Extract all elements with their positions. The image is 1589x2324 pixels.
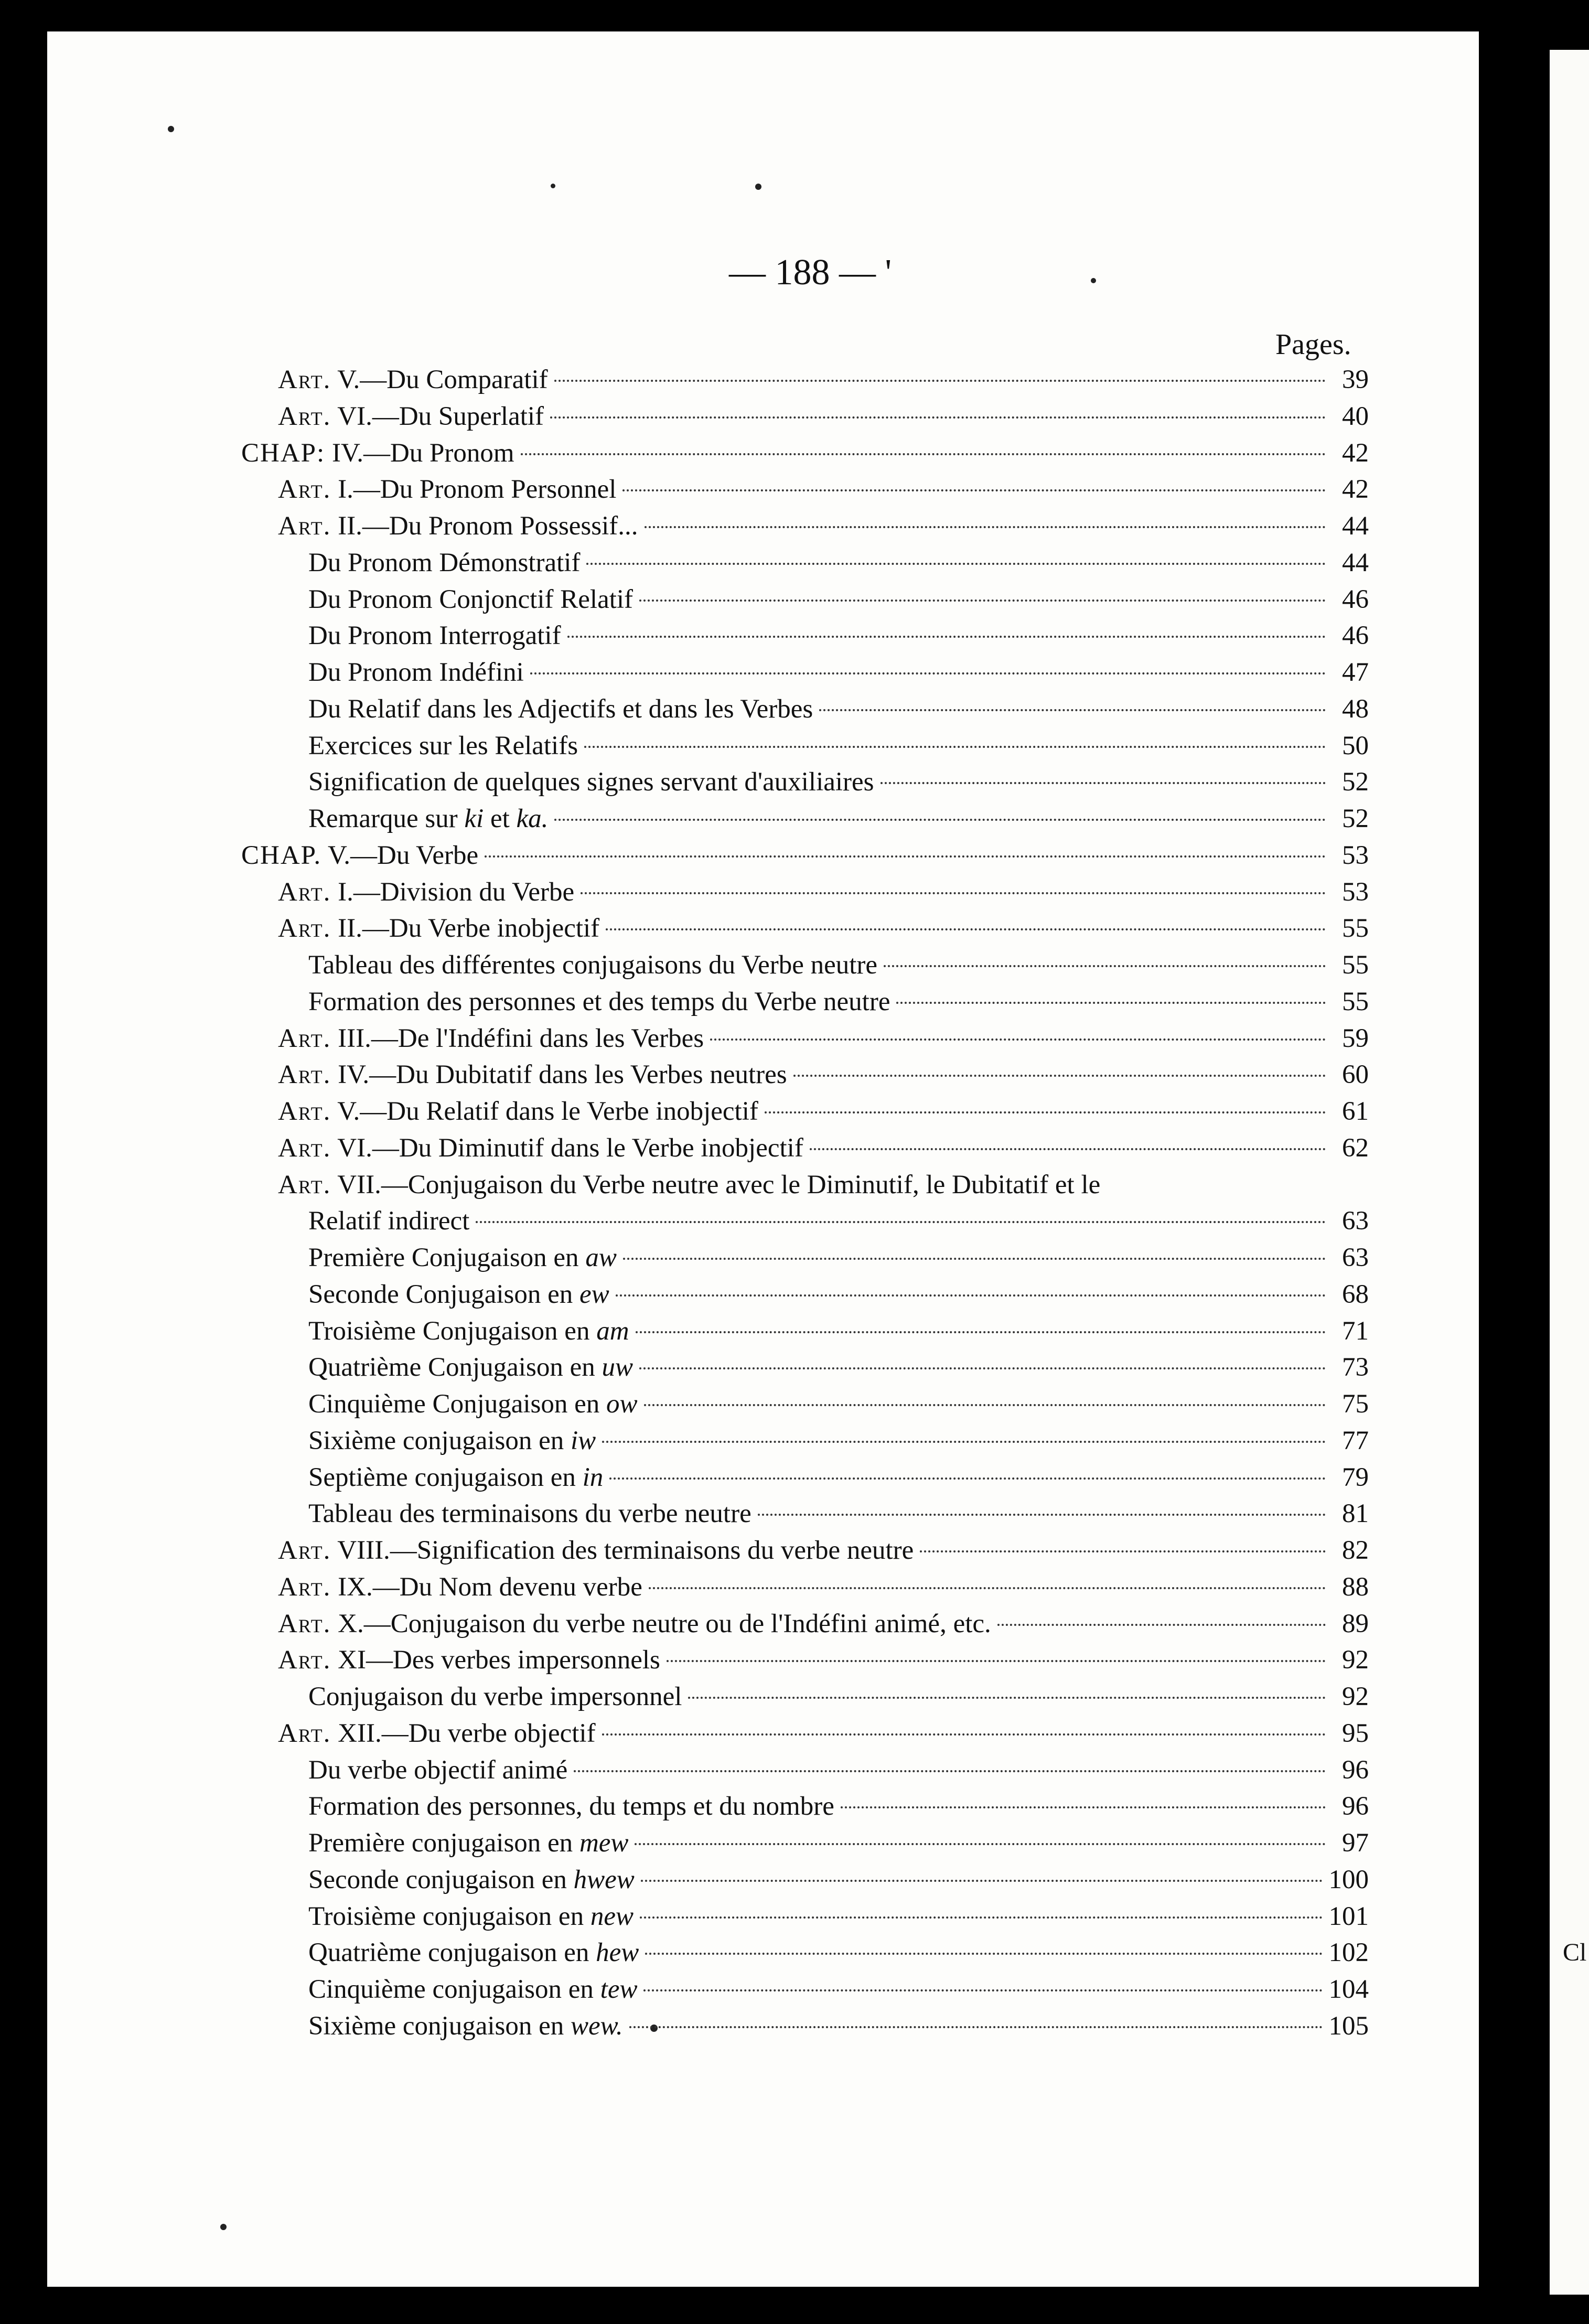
toc-entry-first-line — [278, 1167, 1369, 1204]
toc-entry-text: Tableau des terminaisons du verbe neutre — [308, 1499, 751, 1529]
toc-entry-text: IX.—Du Nom devenu verbe — [338, 1572, 642, 1602]
toc-entry — [241, 1533, 1369, 1569]
dot-leader — [641, 1880, 1323, 1882]
dot-leader — [584, 746, 1326, 748]
toc-entry-page: 55 — [1342, 950, 1369, 980]
toc-entry-prefix: Art. — [278, 1060, 331, 1090]
toc-entry-prefix: Art. — [278, 914, 331, 944]
toc-entry-title — [308, 545, 580, 582]
toc-entry-text: Formation des personnes, du temps et du nombre — [308, 1792, 834, 1822]
toc-entry-page: 55 — [1342, 914, 1369, 944]
toc-entry-text: hew — [596, 1938, 639, 1968]
toc-entry-text: ki — [464, 804, 484, 833]
toc-entry-prefix: Art. — [278, 401, 331, 431]
dot-leader — [688, 1697, 1326, 1699]
toc-entry-text: ow — [606, 1389, 638, 1419]
toc-entry-text: Du Pronom Démonstratif — [308, 548, 581, 577]
toc-entry-title — [308, 764, 874, 801]
toc-entry-text: VI.—Du Diminutif dans le Verbe inobjectif — [337, 1133, 803, 1163]
toc-entry-text: iw — [571, 1426, 596, 1455]
toc-entry-title — [308, 1313, 629, 1350]
toc-entry-text: Troisième Conjugaison en — [308, 1316, 590, 1346]
toc-entry-text: I.—Division du Verbe — [338, 877, 575, 907]
toc-entry-prefix: Art. — [278, 877, 331, 907]
dot-leader — [758, 1514, 1326, 1516]
toc-entry-page: 101 — [1328, 1901, 1369, 1931]
toc-entry-page: 48 — [1342, 694, 1369, 724]
toc-entry-page: 68 — [1342, 1279, 1369, 1309]
dot-leader — [602, 1733, 1326, 1736]
toc-entry — [241, 362, 1369, 399]
ink-speck — [168, 126, 174, 132]
toc-entry-text: Du Pronom Conjonctif Relatif — [308, 584, 634, 614]
toc-entry-title — [308, 1496, 751, 1533]
toc-entry-title — [278, 1130, 803, 1167]
toc-entry-text: Seconde Conjugaison en — [308, 1279, 573, 1309]
dot-leader — [476, 1221, 1326, 1223]
toc-entry — [241, 1679, 1369, 1716]
toc-entry-text: uw — [602, 1353, 633, 1383]
toc-entry-title — [308, 582, 633, 618]
toc-entry — [241, 1386, 1369, 1423]
toc-entry-text: Quatrième Conjugaison en — [308, 1353, 595, 1383]
toc-entry-text: VII.—Conjugaison du Verbe neutre avec le Diminutif, le Dubitatif et le — [337, 1170, 1101, 1200]
toc-entry-title — [278, 399, 544, 435]
toc-entry — [241, 1788, 1369, 1825]
toc-entry-title — [308, 1277, 609, 1313]
dot-leader — [622, 489, 1326, 491]
dot-leader — [635, 1843, 1326, 1845]
toc-entry-title — [308, 728, 578, 765]
dot-leader — [629, 2026, 1323, 2028]
toc-entry-text: Formation des personnes et des temps du Verbe neutre — [308, 987, 890, 1016]
toc-entry-text: XII.—Du verbe objectif — [338, 1718, 596, 1748]
toc-entry-title — [308, 1350, 633, 1386]
toc-entry — [241, 1350, 1369, 1386]
toc-entry-page: 39 — [1342, 365, 1369, 394]
toc-entry-page: 95 — [1342, 1718, 1369, 1748]
toc-entry — [241, 2008, 1369, 2045]
adjacent-page-edge — [1550, 50, 1589, 2295]
toc-entry — [241, 1899, 1369, 1935]
toc-entry-title — [308, 801, 548, 838]
toc-entry-title — [278, 508, 638, 545]
toc-entry-page: 105 — [1328, 2011, 1369, 2041]
dot-leader — [550, 416, 1326, 419]
toc-entry-prefix: Art. — [278, 1609, 331, 1638]
toc-entry — [241, 1021, 1369, 1057]
toc-entry — [241, 1752, 1369, 1789]
toc-entry-title — [278, 1569, 642, 1606]
toc-entry-title — [308, 2008, 623, 2045]
toc-entry-page: 97 — [1342, 1828, 1369, 1858]
toc-entry-text: XI—Des verbes impersonnels — [338, 1645, 660, 1675]
toc-entry-text: Sixième conjugaison en — [308, 2011, 564, 2041]
dot-leader — [581, 892, 1326, 894]
toc-entry — [241, 1460, 1369, 1496]
toc-entry-title — [308, 1679, 682, 1716]
pages-column-header: Pages. — [1275, 328, 1351, 361]
toc-entry-title — [278, 1642, 660, 1679]
dot-leader — [793, 1075, 1326, 1077]
dot-leader — [920, 1550, 1326, 1552]
adjacent-page-text: Cl — [1563, 1939, 1587, 1966]
toc-entry-text: aw — [585, 1243, 617, 1272]
dot-leader — [586, 563, 1326, 565]
toc-entry-page: 46 — [1342, 621, 1369, 651]
toc-entry-text: new — [590, 1901, 634, 1931]
toc-entry-text: V.—Du Relatif dans le Verbe inobjectif — [337, 1097, 758, 1126]
toc-entry-text: Seconde conjugaison en — [308, 1865, 567, 1894]
toc-entry-page: 92 — [1342, 1682, 1369, 1711]
toc-entry-prefix: Art. — [278, 475, 331, 505]
toc-entry — [241, 399, 1369, 435]
toc-entry-text: Du Pronom Indéfini — [308, 658, 524, 687]
toc-entry-page: 44 — [1342, 548, 1369, 577]
toc-entry — [241, 1606, 1369, 1643]
toc-entry-prefix: CHAP. — [241, 840, 322, 870]
toc-entry-text: Septième conjugaison en — [308, 1462, 576, 1492]
toc-entry-text: II.—Du Pronom Possessif... — [338, 511, 638, 541]
toc-entry-page: 61 — [1342, 1097, 1369, 1126]
toc-entry-title — [308, 618, 561, 655]
toc-entry-page: 63 — [1342, 1243, 1369, 1272]
toc-entry-page: 42 — [1342, 438, 1369, 468]
toc-entry-page: 47 — [1342, 658, 1369, 687]
toc-entry-text: X.—Conjugaison du verbe neutre ou de l'Indéfini animé, etc. — [338, 1609, 991, 1638]
toc-entry — [241, 1972, 1369, 2008]
toc-entry-page: 60 — [1342, 1060, 1369, 1090]
toc-entry-page: 53 — [1342, 840, 1369, 870]
dot-leader — [810, 1148, 1326, 1150]
toc-entry-prefix: Art. — [278, 1536, 331, 1565]
toc-entry — [241, 472, 1369, 508]
dot-leader — [530, 672, 1326, 674]
toc-entry-page: 52 — [1342, 804, 1369, 833]
toc-entry-page: 77 — [1342, 1426, 1369, 1455]
toc-entry-title — [308, 1825, 628, 1862]
toc-entry — [241, 1057, 1369, 1094]
dot-leader — [819, 709, 1326, 711]
dot-leader — [639, 599, 1326, 602]
toc-entry-text: Signification de quelques signes servant d'auxiliaires — [308, 767, 874, 797]
toc-entry-title — [308, 1203, 469, 1240]
toc-entry-page: 42 — [1342, 475, 1369, 505]
toc-entry-title — [308, 655, 524, 691]
toc-entry-text: V.—Du Comparatif — [337, 365, 548, 394]
toc-entry-page: 59 — [1342, 1023, 1369, 1053]
toc-entry — [241, 1569, 1369, 1606]
toc-entry-prefix: Art. — [278, 1572, 331, 1602]
toc-entry-page: 75 — [1342, 1389, 1369, 1419]
toc-entry-text: Exercices sur les Relatifs — [308, 731, 578, 761]
dot-leader — [609, 1477, 1326, 1480]
toc-entry-page: 81 — [1342, 1499, 1369, 1529]
toc-entry-page: 88 — [1342, 1572, 1369, 1602]
toc-entry-text: Du Relatif dans les Adjectifs et dans les Verbes — [308, 694, 813, 724]
dot-leader — [602, 1441, 1326, 1443]
toc-entry-title — [278, 1606, 991, 1643]
toc-entry — [241, 1313, 1369, 1350]
dot-leader — [884, 965, 1326, 967]
toc-entry-title — [278, 911, 599, 947]
toc-entry-title — [278, 1094, 758, 1130]
ink-speck — [220, 2224, 227, 2230]
toc-entry-page: 52 — [1342, 767, 1369, 797]
toc-entry-prefix: Art. — [278, 1645, 331, 1675]
ink-speck — [1091, 278, 1096, 283]
toc-entry-text: Cinquième Conjugaison en — [308, 1389, 600, 1419]
dot-leader — [521, 453, 1326, 455]
toc-entry-title — [308, 984, 890, 1021]
dot-leader — [649, 1587, 1326, 1589]
toc-entry-text: Conjugaison du verbe impersonnel — [308, 1682, 682, 1711]
toc-entry-title — [278, 1533, 914, 1569]
toc-entry-prefix: CHAP: — [241, 438, 326, 468]
dot-leader — [645, 1953, 1322, 1955]
toc-entry-title — [308, 691, 813, 728]
toc-entry — [241, 508, 1369, 545]
toc-entry-title — [308, 1788, 834, 1825]
toc-entry-text: ew — [579, 1279, 609, 1309]
dot-leader — [567, 636, 1326, 638]
toc-entry-text: am — [596, 1316, 629, 1346]
toc-entry-text: III.—De l'Indéfini dans les Verbes — [338, 1023, 704, 1053]
toc-entry-page: 73 — [1342, 1353, 1369, 1383]
toc-entry-title — [278, 1057, 787, 1094]
toc-entry-prefix: Art. — [278, 1097, 331, 1126]
toc-entry — [241, 1094, 1369, 1130]
toc-entry-prefix: Art. — [278, 1170, 331, 1200]
dot-leader — [645, 526, 1326, 528]
toc-entry — [241, 984, 1369, 1021]
toc-entry-text: in — [582, 1462, 604, 1492]
toc-entry-page: 104 — [1328, 1975, 1369, 2004]
toc-entry — [241, 1862, 1369, 1899]
toc-entry-title — [241, 838, 478, 874]
toc-entry — [241, 838, 1369, 874]
table-of-contents — [241, 362, 1369, 2045]
toc-entry-page: 96 — [1342, 1755, 1369, 1785]
toc-entry-text: hwew — [573, 1865, 635, 1894]
toc-entry-page: 82 — [1342, 1536, 1369, 1565]
dot-leader — [636, 1331, 1326, 1333]
dot-leader — [640, 1916, 1323, 1919]
toc-entry-title — [308, 1899, 634, 1935]
toc-entry — [241, 691, 1369, 728]
toc-entry — [241, 874, 1369, 911]
toc-entry-prefix: Art. — [278, 1718, 331, 1748]
toc-entry-title — [278, 362, 548, 399]
toc-entry-page: 62 — [1342, 1133, 1369, 1163]
toc-entry-title — [308, 1386, 638, 1423]
toc-entry-title — [308, 1752, 567, 1789]
toc-entry-text: Sixième conjugaison en — [308, 1426, 564, 1455]
toc-entry-prefix: Art. — [278, 365, 331, 394]
page-number: — 188 — ' — [729, 252, 892, 293]
toc-entry — [241, 764, 1369, 801]
toc-entry-page: 92 — [1342, 1645, 1369, 1675]
toc-entry — [241, 728, 1369, 765]
toc-entry — [241, 1240, 1369, 1277]
toc-entry-page: 55 — [1342, 987, 1369, 1016]
toc-entry-text: Troisième conjugaison en — [308, 1901, 584, 1931]
toc-entry-text: Tableau des différentes conjugaisons du Verbe neutre — [308, 950, 878, 980]
dot-leader — [574, 1770, 1326, 1772]
toc-entry-prefix: Art. — [278, 1023, 331, 1053]
toc-entry-text: Première conjugaison en — [308, 1828, 573, 1858]
toc-entry-title — [278, 874, 574, 911]
toc-entry-text: I.—Du Pronom Personnel — [338, 475, 617, 505]
toc-entry-prefix: Art. — [278, 1133, 331, 1163]
toc-entry-page: 71 — [1342, 1316, 1369, 1346]
toc-entry-prefix: Art. — [278, 511, 331, 541]
toc-entry-title — [308, 947, 877, 984]
dot-leader — [667, 1660, 1326, 1662]
dot-leader — [606, 928, 1326, 930]
toc-entry — [241, 1423, 1369, 1460]
toc-entry-text: IV.—Du Pronom — [331, 438, 514, 468]
toc-entry — [241, 582, 1369, 618]
toc-entry-text: Du Pronom Interrogatif — [308, 621, 561, 651]
toc-entry-title — [308, 1935, 639, 1972]
toc-entry — [241, 1277, 1369, 1313]
dot-leader — [841, 1806, 1326, 1808]
toc-entry-page: 53 — [1342, 877, 1369, 907]
toc-entry-text: Cinquième conjugaison en — [308, 1975, 594, 2004]
toc-entry — [241, 1642, 1369, 1679]
toc-entry — [241, 545, 1369, 582]
toc-entry-page: 79 — [1342, 1462, 1369, 1492]
toc-entry-text: Remarque sur — [308, 804, 458, 833]
dot-leader — [639, 1367, 1326, 1369]
toc-entry-page: 46 — [1342, 584, 1369, 614]
dot-leader — [554, 380, 1326, 382]
toc-entry-title — [278, 1021, 704, 1057]
toc-entry — [241, 801, 1369, 838]
toc-entry-page: 89 — [1342, 1609, 1369, 1638]
toc-entry — [241, 655, 1369, 691]
toc-entry — [241, 1130, 1369, 1167]
dot-leader — [644, 1404, 1326, 1406]
toc-entry-text: Relatif indirect — [308, 1206, 470, 1236]
toc-entry-page: 40 — [1342, 401, 1369, 431]
toc-entry-title — [278, 472, 616, 508]
toc-entry — [241, 618, 1369, 655]
toc-entry — [241, 1935, 1369, 1972]
toc-entry-text: VI.—Du Superlatif — [337, 401, 544, 431]
toc-entry — [241, 947, 1369, 984]
toc-entry-page: 63 — [1342, 1206, 1369, 1236]
toc-entry-text: tew — [600, 1975, 638, 2004]
toc-entry-text: II.—Du Verbe inobjectif — [338, 914, 600, 944]
toc-entry-page: 44 — [1342, 511, 1369, 541]
dot-leader — [997, 1624, 1326, 1626]
dot-leader — [765, 1111, 1326, 1113]
toc-entry-page: 100 — [1328, 1865, 1369, 1894]
toc-entry — [241, 1496, 1369, 1533]
toc-entry-title — [308, 1240, 617, 1277]
toc-entry — [241, 911, 1369, 947]
dot-leader — [485, 855, 1326, 858]
toc-entry-page: 50 — [1342, 731, 1369, 761]
toc-entry-text: ka. — [516, 804, 549, 833]
toc-entry-title — [308, 1423, 596, 1460]
dot-leader — [710, 1038, 1326, 1041]
toc-entry-text: mew — [579, 1828, 629, 1858]
toc-entry-text: Première Conjugaison en — [308, 1243, 579, 1272]
toc-entry — [241, 435, 1369, 472]
toc-entry-page: 102 — [1328, 1938, 1369, 1968]
toc-entry-text: VIII.—Signification des terminaisons du verbe neutre — [337, 1536, 914, 1565]
toc-entry-title — [278, 1716, 596, 1752]
toc-entry-text: et — [490, 804, 510, 833]
dot-leader — [554, 819, 1326, 821]
toc-entry-text: IV.—Du Dubitatif dans les Verbes neutres — [338, 1060, 787, 1090]
dot-leader — [616, 1294, 1326, 1297]
ink-speck — [551, 184, 555, 188]
toc-entry-text: Du verbe objectif animé — [308, 1755, 568, 1785]
toc-entry — [241, 1167, 1369, 1240]
toc-entry-title — [308, 1862, 635, 1899]
dot-leader — [881, 782, 1326, 784]
toc-entry — [241, 1716, 1369, 1752]
dot-leader — [896, 1002, 1326, 1004]
dot-leader — [623, 1258, 1326, 1260]
toc-entry-title — [308, 1460, 603, 1496]
toc-entry-page: 96 — [1342, 1792, 1369, 1822]
toc-entry-title — [308, 1972, 637, 2008]
toc-entry-text: V.—Du Verbe — [327, 840, 479, 870]
ink-speck — [755, 184, 761, 190]
toc-entry-title — [241, 435, 514, 472]
dot-leader — [643, 1989, 1322, 1991]
toc-entry-text: Quatrième conjugaison en — [308, 1938, 589, 1968]
toc-entry — [241, 1825, 1369, 1862]
toc-entry-text: wew. — [571, 2011, 623, 2041]
